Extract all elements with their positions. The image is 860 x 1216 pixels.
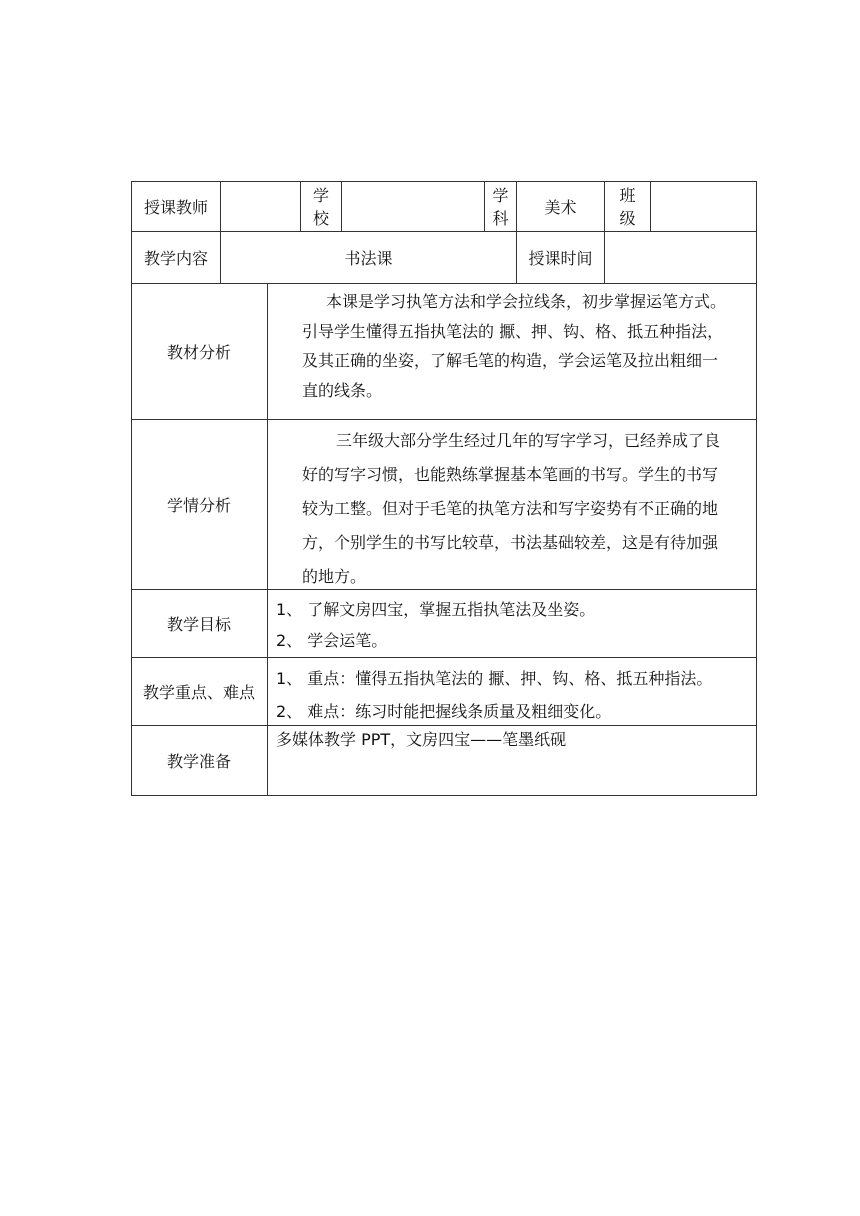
divider-label-column bbox=[267, 283, 268, 796]
material-label: 教材分析 bbox=[166, 342, 231, 362]
keypoints-label-cell bbox=[131, 657, 267, 725]
student-line-1: 三年级大部分学生经过几年的写字学习，已经养成了良 bbox=[336, 431, 721, 450]
school-value-cell[interactable] bbox=[342, 181, 484, 232]
teacher-label-cell bbox=[131, 181, 221, 232]
school-label-cell bbox=[301, 181, 341, 232]
content-label: 教学内容 bbox=[143, 249, 208, 268]
keypoint-item-2: 2、 难点：练习时能把握线条质量及粗细变化。 bbox=[276, 702, 612, 721]
school-label-char-2: 校 bbox=[312, 208, 329, 228]
time-label-cell bbox=[517, 231, 604, 284]
objectives-label-cell bbox=[131, 589, 267, 657]
material-line-1: 本课是学习执笔方法和学会拉线条，初步掌握运笔方式。 bbox=[326, 292, 727, 311]
objectives-label: 教学目标 bbox=[166, 614, 231, 634]
keypoints-list bbox=[276, 662, 751, 728]
objective-item-2: 2、 学会运笔。 bbox=[276, 631, 388, 650]
class-label-char-1: 班 bbox=[619, 185, 636, 205]
content-label-cell bbox=[131, 231, 221, 284]
border-right bbox=[756, 181, 757, 796]
objective-item-1: 1、 了解文房四宝，掌握五指执笔法及坐姿。 bbox=[276, 600, 596, 619]
preparation-label-cell bbox=[131, 725, 267, 795]
keypoint-item-1: 1、 重点：懂得五指执笔法的 擫、押、钩、格、抵五种指法。 bbox=[276, 669, 713, 688]
preparation-label: 教学准备 bbox=[166, 751, 231, 771]
teacher-value-cell[interactable] bbox=[221, 181, 300, 232]
subject-label-char-1: 学 bbox=[492, 185, 509, 205]
student-text bbox=[302, 424, 752, 594]
material-line-4: 直的线条。 bbox=[302, 380, 383, 400]
student-label: 学情分析 bbox=[166, 495, 231, 515]
material-text bbox=[302, 287, 752, 405]
time-label: 授课时间 bbox=[528, 249, 593, 268]
preparation-text bbox=[276, 727, 751, 753]
class-label-char-2: 级 bbox=[619, 208, 636, 228]
student-line-4: 方，个别学生的书写比较草，书法基础较差，这是有待加强 bbox=[302, 533, 719, 552]
class-value-cell[interactable] bbox=[651, 181, 756, 232]
school-label-char-1: 学 bbox=[312, 185, 329, 205]
subject-label-char-2: 科 bbox=[492, 208, 509, 228]
student-line-3: 较为工整。但对于毛笔的执笔方法和写字姿势有不正确的地 bbox=[302, 499, 719, 518]
subject-value: 美术 bbox=[544, 198, 577, 217]
class-label-cell bbox=[605, 181, 650, 232]
material-line-3: 及其正确的坐姿，了解毛笔的构造，学会运笔及拉出粗细一 bbox=[302, 351, 719, 370]
objectives-list bbox=[276, 594, 751, 656]
subject-value-cell[interactable] bbox=[517, 181, 604, 232]
subject-label-cell bbox=[485, 181, 516, 232]
content-value: 书法课 bbox=[344, 249, 393, 268]
time-value-cell[interactable] bbox=[605, 231, 756, 284]
student-line-2: 好的写字习惯，也能熟练掌握基本笔画的书写。学生的书写 bbox=[302, 465, 719, 484]
teacher-label: 授课教师 bbox=[143, 198, 208, 217]
student-label-cell bbox=[131, 419, 267, 589]
content-value-cell[interactable] bbox=[221, 231, 516, 284]
border-bottom bbox=[131, 795, 757, 796]
student-line-5: 的地方。 bbox=[302, 567, 367, 586]
material-line-2: 引导学生懂得五指执笔法的 擫、押、钩、格、抵五种指法， bbox=[302, 321, 724, 341]
preparation-value: 多媒体教学 PPT，文房四宝——笔墨纸砚 bbox=[276, 730, 567, 749]
keypoints-label: 教学重点、难点 bbox=[142, 682, 255, 702]
material-label-cell bbox=[131, 283, 267, 419]
